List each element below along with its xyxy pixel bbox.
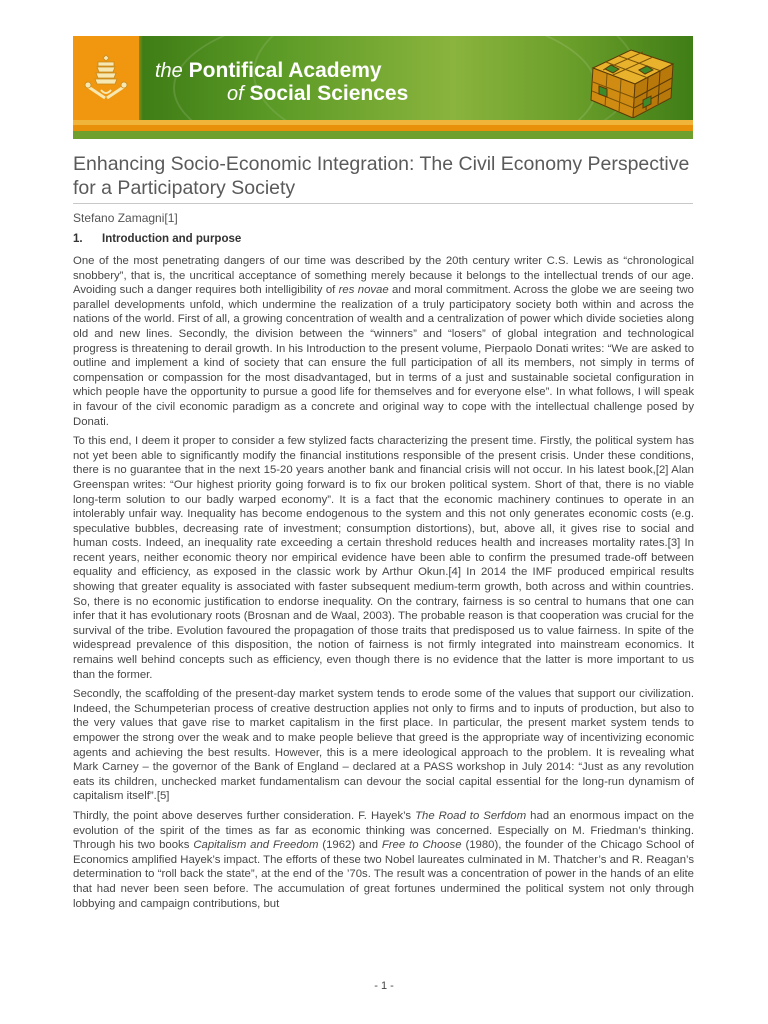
paragraph: Secondly, the scaffolding of the present-day market system tends to erode some of the values that support our civilization. Indeed, the Schumpeterian process of creative destruction applies not only to firms and to inputs of production, but also to the very values that gave rise to market capitalism in the first place. In particular, the present market system tends to empower the strong over the weak and to make people believe that greed is the appropriate way of incentivizing economic agents and achieving the best results. However, this is a mere ideological approach to the problem. It is revealing what Mark Carney – the governor of the Bank of England – declared at a PASS workshop in July 2014: “Just as any revolution eats its children, unchecked market fundamentalism can devour the social capital essential for the long-run dynamism of capitalism itself”.[5]	[73, 688, 694, 803]
banner-stripe	[73, 131, 693, 139]
paragraph: One of the most penetrating dangers of our time was described by the 20th century writer C.S. Lewis as “chronological snobbery”, that is, the uncritical acceptance of something merely because it belongs to the intellectual trends of our age. Avoiding such a danger requires both intelligibility of res novae and moral commitment. Across the globe we are seeing two parallel developments unfold, which undermine the realization of a truly participatory society both within and across the nations of the world. First of all, a growing concentration of wealth and a centralization of power which divide societies along old and new lines. Secondly, the division between the “winners” and “losers” of global integration and technological progress is threatening to derail growth. In his Introduction to the present volume, Pierpaolo Donati writes: “We are asked to outline and implement a kind of society that can ensure the full participation of all its members, not simply in terms of compensation or compassion for the most disadvantaged, but in terms of a just and sustainable societal configuration in which people have the opportunity to pursue a good life for themselves and for everyone else”. In what follows, I will speak in favour of the civil economic paradigm as a concrete and original way to cope with the intellectual challenge posed by Donati.	[73, 255, 694, 428]
author-line: Stefano Zamagni[1]	[73, 211, 178, 225]
section-number: 1.	[73, 233, 83, 245]
document-body	[73, 254, 694, 916]
title-prefix: the	[155, 60, 183, 82]
section-heading	[73, 233, 241, 245]
section-title: Introduction and purpose	[102, 233, 242, 245]
paragraph: To this end, I deem it proper to consider a few stylized facts characterizing the present time. Firstly, the political system has not yet been able to significantly modify the financial institutions responsible of the present crisis. Under these conditions, there is no guarantee that in the next 15-20 years another bank and financial crisis will not occur. In his latest book,[2] Alan Greenspan writes: “Our highest priority going forward is to fix our broken political system. Short of that, there is no viable long-term solution to our badly warped economy”. It is a fact that the economic machinery continues to operate in an intolerably unfair way. Inequality has become endogenous to the system and this not only generates economic costs (e.g. speculative bubbles, decreasing rate of investment; consumption distortions), but, above all, it gives rise to social and human costs. Indeed, an inequality rate exceeding a certain threshold reduces health and increases mortality rates.[3] In recent years, neither economic theory nor empirical evidence have been able to confirm the presumed trade-off between equality and efficiency, as exposed in the classic work by Arthur Okun.[4] In 2014 the IMF produced empirical results showing that greater equality is associated with faster subsequent medium-term growth, both across and within countries. So, there is no economic justification to endorse inequality. On the contrary, fairness is so central to humans that one can infer that it has evolutionary roots (Brosnan and de Waal, 2003). The probable reason is that cooperation was crucial for the survival of the tribe. Evolution favoured the propagation of those traits that predisposed us to value fairness. In spite of the widespread prevalence of this disposition, the notion of fairness is not firmly integrated into mainstream economics. It remains well behind concepts such as efficiency, even though there is no evidence that the latter is more important to us than the former.	[73, 435, 694, 681]
globe-cube-icon	[573, 40, 685, 118]
papal-emblem-icon	[81, 52, 131, 104]
title-divider	[73, 203, 693, 204]
document-title: Enhancing Socio-Economic Integration: The Civil Economy Perspective for a Participatory Society	[73, 153, 690, 199]
header-banner	[73, 36, 693, 139]
title-main: Pontifical Academy	[188, 59, 382, 82]
paragraph: Thirdly, the point above deserves further consideration. F. Hayek’s The Road to Serfdom had an enormous impact on the evolution of the spirit of the times as far as economic thinking was concerned. Especially on M. Friedman’s thinking. Through his two books Capitalism and Freedom (1962) and Free to Choose (1980), the founder of the Chicago School of Economics amplified Hayek’s impact. The efforts of these two Nobel laureates culminated in M. Thatcher’s and R. Reagan’s determination to “roll back the state”, at the end of the ’70s. The result was a concentration of power in the hands of an elite that had never been seen before. The accumulation of great fortunes undermined the political system not only through lobbying and campaign contributions, but	[73, 809, 695, 910]
page-number: - 1 -	[374, 980, 394, 992]
academy-name	[155, 60, 408, 104]
title-main: Social Sciences	[249, 82, 409, 105]
title-prefix: of	[227, 83, 244, 105]
